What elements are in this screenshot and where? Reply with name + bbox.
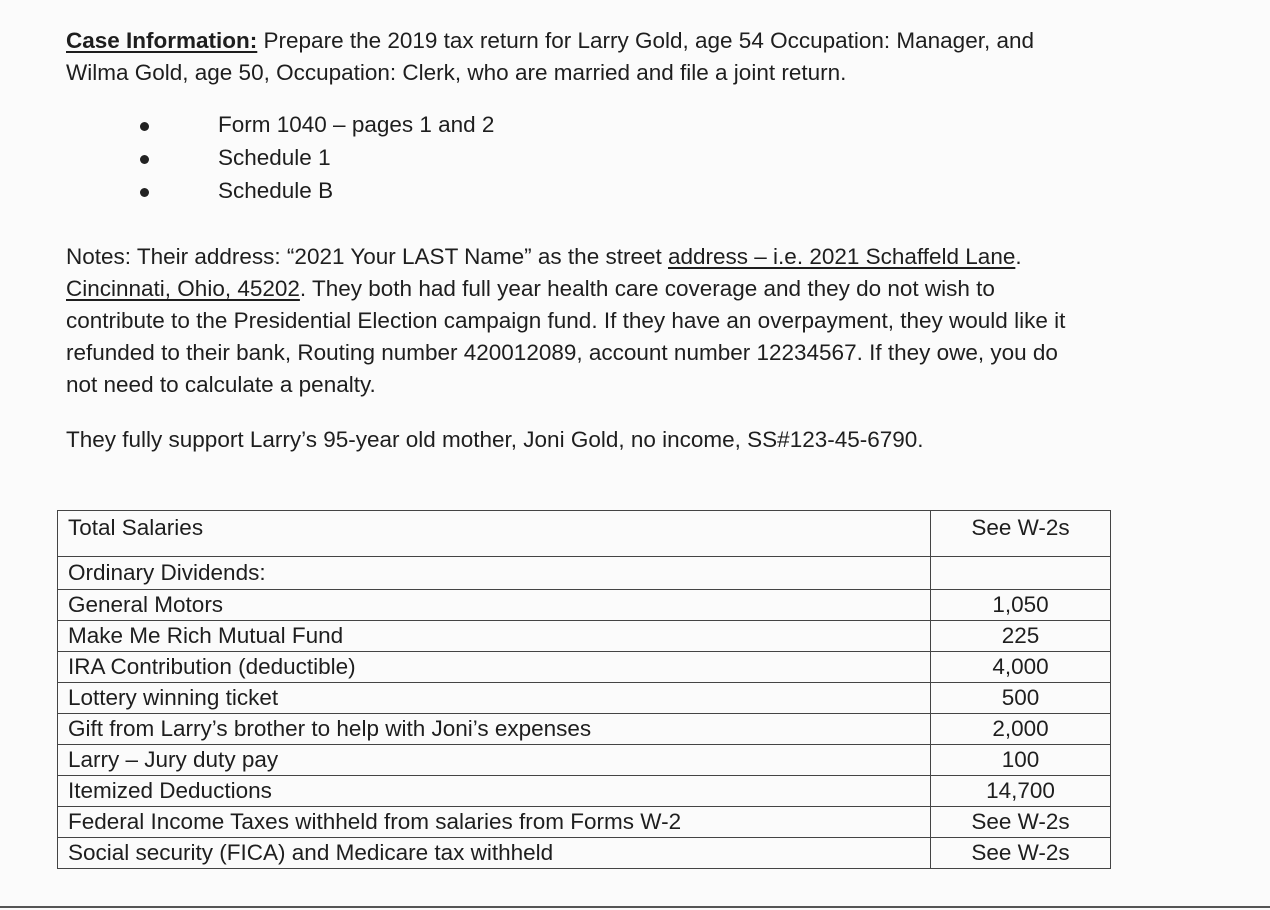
row-value: 2,000 bbox=[931, 714, 1111, 745]
table-row bbox=[58, 590, 1111, 621]
notes-paragraph bbox=[66, 241, 1065, 401]
dependent-support-note: They fully support Larry’s 95-year old mother, Joni Gold, no income, SS#123-45-6790. bbox=[66, 427, 924, 452]
case-info-line-2: Wilma Gold, age 50, Occupation: Clerk, who are married and file a joint return. bbox=[66, 60, 847, 85]
notes-line-3: contribute to the Presidential Election campaign fund. If they have an overpayment, they would like it bbox=[66, 308, 1066, 333]
notes-text: . bbox=[1015, 244, 1022, 269]
row-label: Larry – Jury duty pay bbox=[58, 745, 931, 776]
case-information-label: Case Information: bbox=[66, 28, 258, 53]
row-value: 4,000 bbox=[931, 652, 1111, 683]
table-row bbox=[58, 652, 1111, 683]
street-address: address – i.e. 2021 Schaffeld Lane bbox=[668, 244, 1016, 269]
row-label: General Motors bbox=[58, 590, 931, 621]
schedule-b-label: Schedule B bbox=[218, 178, 334, 203]
row-label: Ordinary Dividends: bbox=[58, 557, 931, 590]
row-value: 14,700 bbox=[931, 776, 1111, 807]
row-label: Social security (FICA) and Medicare tax withheld bbox=[58, 838, 931, 869]
notes-line-2 bbox=[66, 273, 1065, 305]
table-row bbox=[58, 714, 1111, 745]
table-row bbox=[58, 776, 1111, 807]
bullet-icon bbox=[140, 122, 149, 131]
row-label: Itemized Deductions bbox=[58, 776, 931, 807]
financial-data-table bbox=[57, 510, 1111, 869]
row-label: IRA Contribution (deductible) bbox=[58, 652, 931, 683]
row-label: Gift from Larry’s brother to help with Joni’s expenses bbox=[58, 714, 931, 745]
case-information-paragraph bbox=[66, 25, 1034, 89]
case-info-text-1: Prepare the 2019 tax return for Larry Gold, age 54 Occupation: Manager, and bbox=[257, 28, 1035, 53]
table-row bbox=[58, 838, 1111, 869]
row-value: See W-2s bbox=[931, 838, 1111, 869]
notes-text: . They both had full year health care coverage and they do not wish to bbox=[299, 276, 995, 301]
row-value: See W-2s bbox=[931, 511, 1111, 557]
row-value: 1,050 bbox=[931, 590, 1111, 621]
table-row bbox=[58, 557, 1111, 590]
row-label: Lottery winning ticket bbox=[58, 683, 931, 714]
row-label: Total Salaries bbox=[58, 511, 931, 557]
city-state-zip: Cincinnati, Ohio, 45202 bbox=[66, 276, 300, 301]
case-info-line-1 bbox=[66, 25, 1034, 57]
row-value: 100 bbox=[931, 745, 1111, 776]
bullet-icon bbox=[140, 188, 149, 197]
notes-line-5: not need to calculate a penalty. bbox=[66, 372, 376, 397]
table-row bbox=[58, 621, 1111, 652]
notes-line-4: refunded to their bank, Routing number 420012089, account number 12234567. If they owe, you do bbox=[66, 340, 1058, 365]
schedule-1-label: Schedule 1 bbox=[218, 145, 331, 170]
row-value: 225 bbox=[931, 621, 1111, 652]
table-row bbox=[58, 807, 1111, 838]
notes-line-1 bbox=[66, 241, 1065, 273]
row-label: Federal Income Taxes withheld from salaries from Forms W-2 bbox=[58, 807, 931, 838]
row-label: Make Me Rich Mutual Fund bbox=[58, 621, 931, 652]
row-value: See W-2s bbox=[931, 807, 1111, 838]
bullet-icon bbox=[140, 155, 149, 164]
table-row bbox=[58, 511, 1111, 557]
notes-text: Notes: Their address: “2021 Your LAST Name” as the street bbox=[66, 244, 668, 269]
page-bottom-rule bbox=[0, 906, 1270, 908]
table-row bbox=[58, 745, 1111, 776]
row-value bbox=[931, 557, 1111, 590]
form-1040-label: Form 1040 – pages 1 and 2 bbox=[218, 112, 495, 137]
table-row bbox=[58, 683, 1111, 714]
row-value: 500 bbox=[931, 683, 1111, 714]
